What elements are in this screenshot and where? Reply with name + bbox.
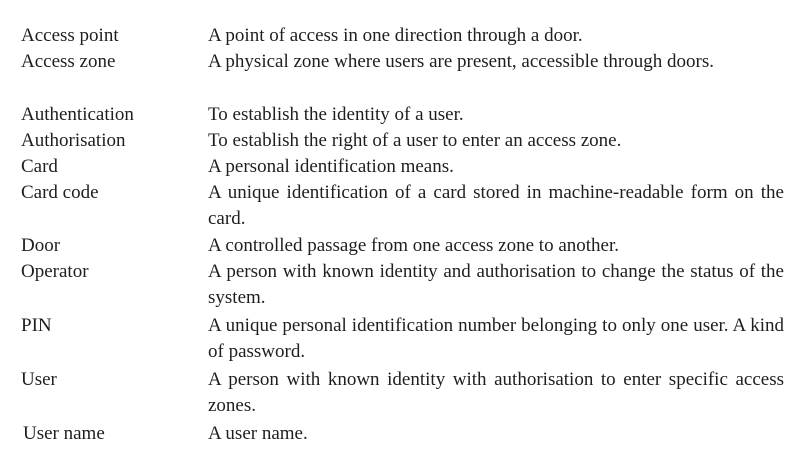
glossary-definition: A controlled passage from one access zone to another.	[208, 235, 619, 256]
glossary-term: Door	[21, 235, 61, 256]
glossary-definition: A person with known identity and authorisation to change the status of the system.	[208, 261, 784, 308]
glossary-term: Access zone	[21, 51, 116, 72]
glossary-definition: To establish the right of a user to enter an access zone.	[208, 130, 622, 151]
glossary-definition: A point of access in one direction through a door.	[208, 25, 583, 46]
glossary-term: Authentication	[21, 104, 134, 125]
glossary-definition: A personal identification means.	[208, 156, 454, 177]
glossary-definition: A unique personal identification number belonging to only one user. A kind of password.	[208, 315, 784, 362]
glossary-definition: A physical zone where users are present, accessible through doors.	[208, 51, 714, 72]
glossary-term: Authorisation	[21, 130, 126, 151]
glossary-term: Card code	[21, 182, 99, 203]
glossary-term: Card	[21, 156, 58, 177]
glossary-term: Access point	[21, 25, 119, 46]
glossary-definition: A unique identification of a card stored in machine-readable form on the card.	[208, 182, 784, 229]
glossary-definition: To establish the identity of a user.	[208, 104, 464, 125]
glossary-term: PIN	[21, 315, 52, 336]
glossary-term: User name	[23, 423, 105, 444]
glossary-definition: A user name.	[208, 423, 308, 444]
glossary-term: User	[21, 369, 57, 390]
glossary-term: Operator	[21, 261, 89, 282]
glossary-definition: A person with known identity with authorisation to enter specific access zones.	[208, 369, 784, 416]
